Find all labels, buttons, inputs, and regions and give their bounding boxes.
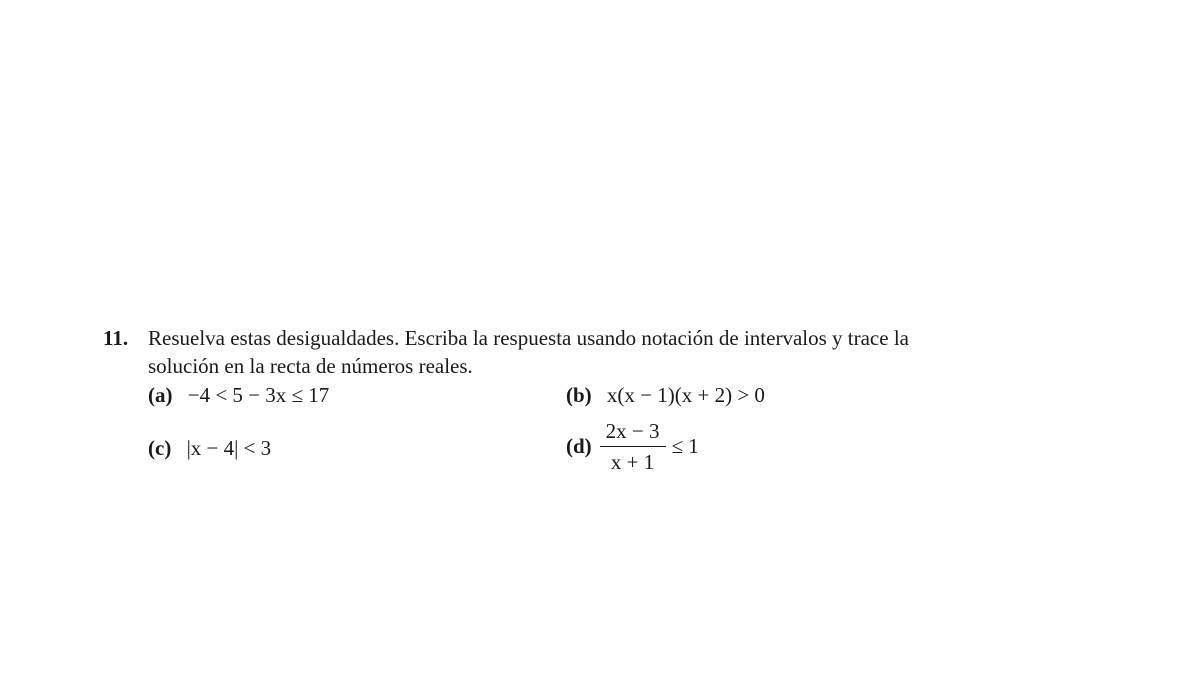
part-d [566, 418, 699, 475]
part-b-label: (b) [566, 383, 592, 407]
problem-statement-line-1: Resuelva estas desigualdades. Escriba la respuesta usando notación de intervalos y trace la [148, 326, 909, 350]
part-d-denominator: x + 1 [610, 450, 655, 474]
part-a [148, 383, 329, 408]
part-b [566, 383, 765, 408]
part-d-label: (d) [566, 434, 592, 458]
part-d-rhs: ≤ 1 [671, 434, 699, 458]
part-a-label: (a) [148, 383, 173, 407]
part-c-label: (c) [148, 436, 172, 460]
part-c [148, 436, 271, 461]
part-d-fraction [600, 418, 666, 475]
part-a-expression: −4 < 5 − 3x ≤ 17 [187, 383, 330, 407]
problem-statement-line-2: solución en la recta de números reales. [148, 354, 473, 378]
problem-statement [148, 324, 1048, 380]
problem-number: 11. [103, 326, 129, 350]
part-c-expression: |x − 4| < 3 [186, 436, 272, 460]
part-d-numerator: 2x − 3 [600, 418, 666, 447]
part-b-expression: x(x − 1)(x + 2) > 0 [606, 383, 765, 407]
